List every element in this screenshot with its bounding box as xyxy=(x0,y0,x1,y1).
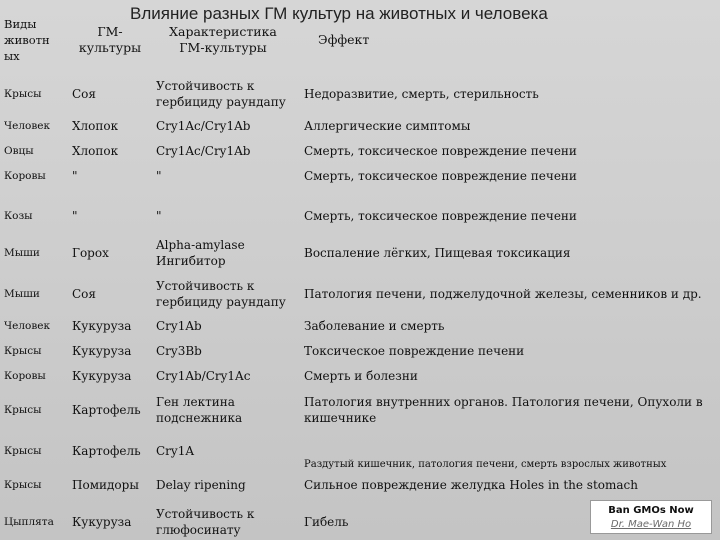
effect-cell: Раздутый кишечник, патология печени, смерть взрослых животных xyxy=(304,459,667,470)
crop-cell: Кукуруза xyxy=(72,515,132,529)
species-cell: Козы xyxy=(4,210,33,222)
effect-cell: Патология печени, поджелудочной железы, семенников и др. xyxy=(304,287,702,301)
effect-cell: Заболевание и смерть xyxy=(304,319,445,333)
header-gm-crops: ГМ-культуры xyxy=(78,24,142,55)
species-cell: Мыши xyxy=(4,247,40,259)
crop-cell: Картофель xyxy=(72,403,141,417)
trait-cell: Устойчивость к глюфосинату xyxy=(156,507,255,537)
effect-cell: Смерть, токсическое повреждение печени xyxy=(304,169,577,183)
species-cell: Крысы xyxy=(4,404,42,416)
badge-line-2: Dr. Mae-Wan Ho xyxy=(610,519,692,530)
species-cell: Крысы xyxy=(4,345,42,357)
trait-cell: Cry1A xyxy=(156,444,194,458)
trait-cell: " xyxy=(156,209,162,223)
crop-cell: Горох xyxy=(72,246,109,260)
species-cell: Крысы xyxy=(4,88,42,100)
badge-line-1: Ban GMOs Now xyxy=(608,505,694,516)
crop-cell: Кукуруза xyxy=(72,319,132,333)
effect-cell: Патология внутренних органов. Патология печени, Опухоли в кишечнике xyxy=(304,395,703,425)
trait-cell: " xyxy=(156,169,162,183)
crop-cell: Хлопок xyxy=(72,144,119,158)
header-effect: Эффект xyxy=(318,32,370,47)
species-cell: Человек xyxy=(4,120,51,132)
crop-cell: " xyxy=(72,169,78,183)
crop-cell: Соя xyxy=(72,87,96,101)
trait-cell: Cry1Ab/Cry1Ac xyxy=(156,369,251,383)
trait-cell: Ген лектина подснежника xyxy=(156,395,243,425)
effect-cell: Сильное повреждение желудка Holes in the stomach xyxy=(304,478,638,492)
species-cell: Человек xyxy=(4,320,51,332)
crop-cell: " xyxy=(72,209,78,223)
species-cell: Мыши xyxy=(4,288,40,300)
effect-cell: Смерть, токсическое повреждение печени xyxy=(304,144,577,158)
effect-cell: Аллергические симптомы xyxy=(304,119,471,133)
effect-cell: Смерть, токсическое повреждение печени xyxy=(304,209,577,223)
crop-cell: Картофель xyxy=(72,444,141,458)
trait-cell: Delay ripening xyxy=(156,478,246,492)
species-cell: Крысы xyxy=(4,479,42,491)
trait-cell: Cry1Ac/Cry1Ab xyxy=(156,144,251,158)
effect-cell: Токсическое повреждение печени xyxy=(304,344,525,358)
effect-cell: Гибель xyxy=(304,515,349,529)
species-cell: Овцы xyxy=(4,145,34,157)
header-characteristic: Характеристика ГМ-культуры xyxy=(169,24,277,55)
species-cell: Крысы xyxy=(4,445,42,457)
credit-badge xyxy=(590,500,712,534)
trait-cell: Cry1Ab xyxy=(156,319,202,333)
slide-title: Влияние разных ГМ культур на животных и человека xyxy=(130,4,548,23)
species-cell: Коровы xyxy=(4,170,46,182)
effect-cell: Воспаление лёгких, Пищевая токсикация xyxy=(304,246,571,260)
crop-cell: Соя xyxy=(72,287,96,301)
trait-cell: Alpha-amylase Ингибитор xyxy=(156,238,245,268)
trait-cell: Cry3Bb xyxy=(156,344,202,358)
crop-cell: Помидоры xyxy=(72,478,139,492)
species-cell: Цыплята xyxy=(4,516,54,528)
crop-cell: Кукуруза xyxy=(72,369,132,383)
crop-cell: Кукуруза xyxy=(72,344,132,358)
effect-cell: Смерть и болезни xyxy=(304,369,418,383)
trait-cell: Cry1Ac/Cry1Ab xyxy=(156,119,251,133)
effect-cell: Недоразвитие, смерть, стерильность xyxy=(304,87,539,101)
crop-cell: Хлопок xyxy=(72,119,119,133)
species-cell: Коровы xyxy=(4,370,46,382)
trait-cell: Устойчивость к гербициду раундапу xyxy=(156,279,286,309)
trait-cell: Устойчивость к гербициду раундапу xyxy=(156,79,286,109)
header-species: Виды животн ых xyxy=(4,17,50,63)
